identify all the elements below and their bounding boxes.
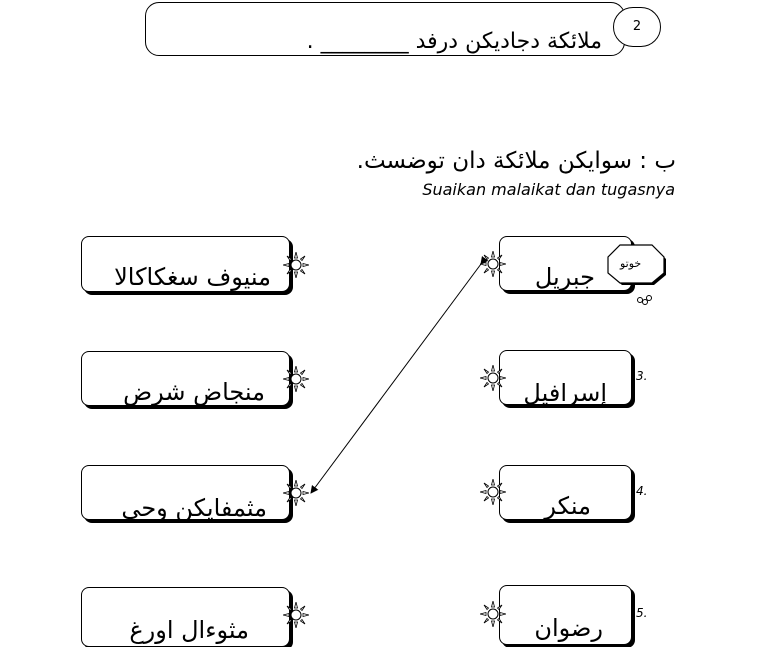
item-number-4: 4. bbox=[636, 484, 648, 498]
duty-text: مثوءال اورغ bbox=[129, 616, 249, 644]
example-badge-label: خوتو bbox=[620, 257, 642, 270]
item-number-3: 3. bbox=[636, 369, 648, 383]
item-number-5: 5. bbox=[636, 606, 648, 620]
duty-text: منيوف سغكاكالا bbox=[114, 263, 271, 291]
question-2-text: ملائكة دجاديكن درفد ________ . bbox=[306, 29, 602, 54]
section-b-subheading: Suaikan malaikat dan tugasnya bbox=[422, 180, 675, 199]
duty-text: مثمفايكن وحي bbox=[121, 494, 267, 522]
angel-name: منكر bbox=[544, 492, 591, 520]
duty-text: منجاض شرض bbox=[123, 378, 265, 406]
angel-name: رضوان bbox=[534, 614, 603, 642]
question-number: 2 bbox=[632, 19, 642, 34]
angel-name: إسرافيل bbox=[523, 379, 607, 407]
section-b-heading: ب : سوايكن ملائكة دان توضسث. bbox=[356, 148, 676, 174]
angel-name: جبريل bbox=[534, 263, 595, 291]
